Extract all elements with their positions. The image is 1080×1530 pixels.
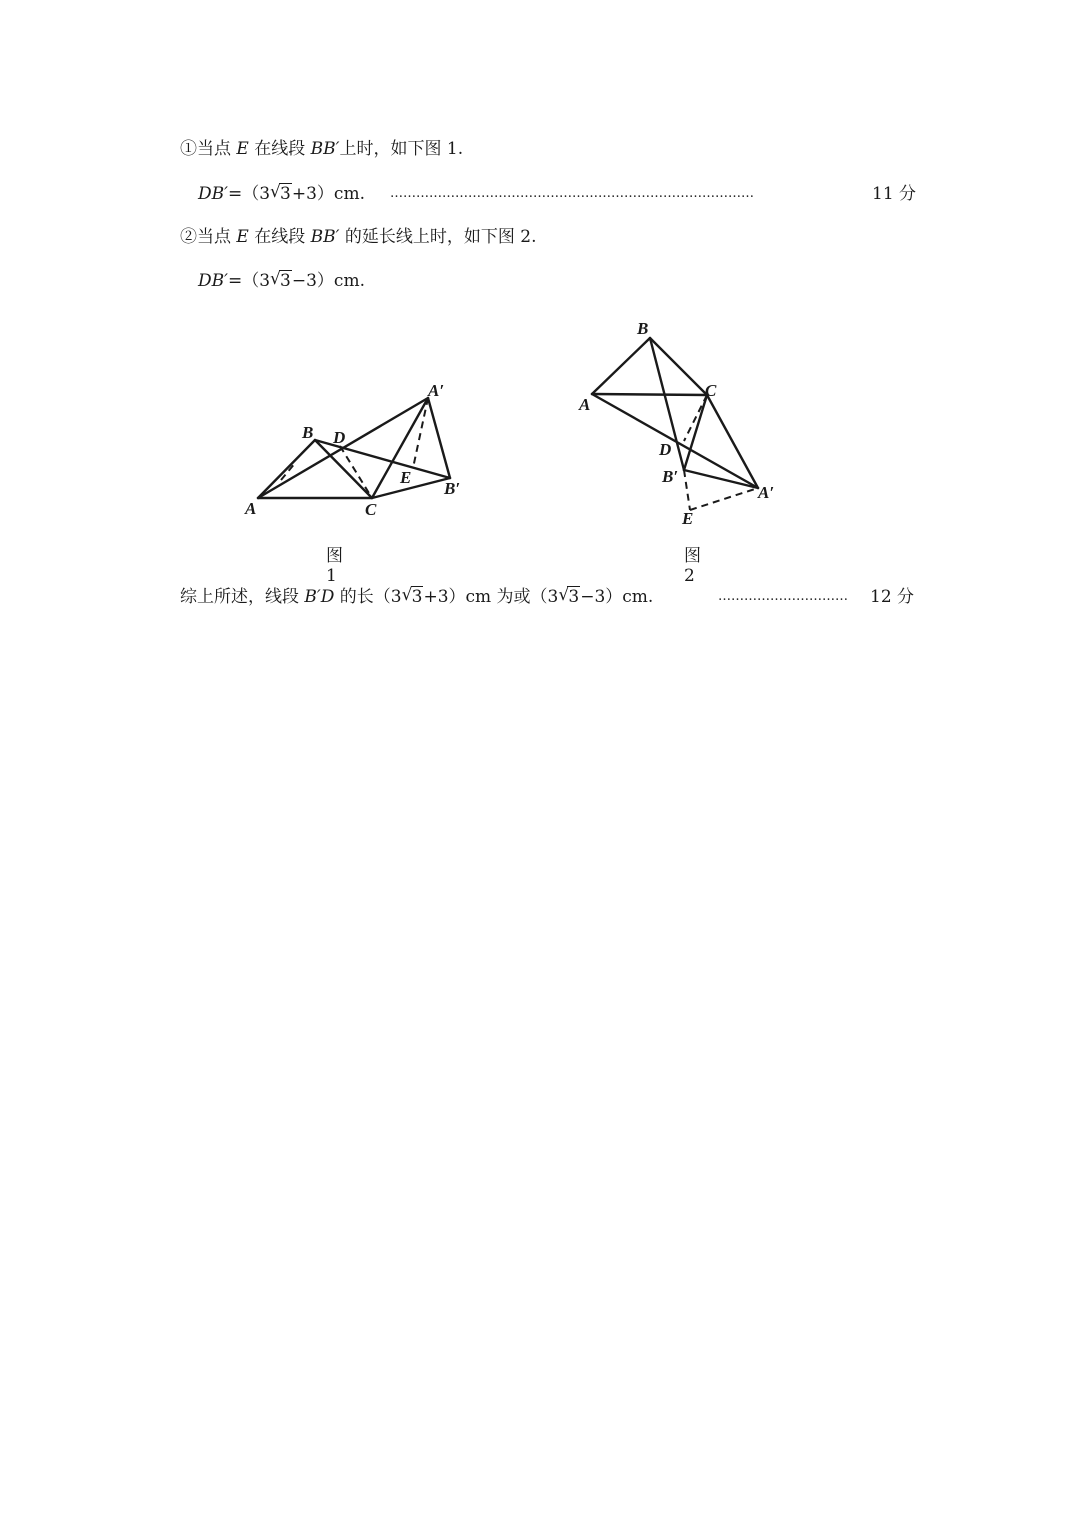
conclusion-line [180, 586, 920, 608]
fig2-segment-ab [592, 338, 650, 394]
case2-point-e: E [236, 227, 249, 247]
fig2-label-b-prime: B′ [662, 467, 679, 486]
case1-prefix: ①当点 [180, 139, 231, 159]
result2-lhs: DB′ [198, 271, 228, 291]
conclusion-radicand-2: 3 [568, 587, 580, 607]
case1-mid: 在线段 [254, 139, 306, 159]
case1-suffix: 上时，如下图 1. [339, 139, 464, 159]
conclusion-score: 12 分 [870, 587, 915, 607]
case2-suffix: 的延长线上时，如下图 2. [344, 227, 537, 247]
result2-eq: =（3 [227, 271, 271, 291]
fig2-label-a: A [579, 395, 591, 414]
fig1-label-b-prime: B′ [444, 479, 461, 498]
case2-mid: 在线段 [254, 227, 306, 247]
result2-sqrt: √ 3 [270, 269, 291, 291]
result1-tail: +3）cm. [291, 184, 365, 204]
case2-prefix: ②当点 [180, 227, 231, 247]
fig1-label-a: A [245, 499, 257, 518]
conclusion-dots: ………………………… [718, 589, 848, 604]
conclusion-sqrt-2: √ 3 [558, 585, 580, 607]
fig2-label-c: C [705, 381, 717, 400]
result1-dots: ………………………………………………………………………… [390, 186, 754, 201]
fig1-label-e: E [400, 468, 412, 487]
case1-segment: BB′ [310, 139, 340, 159]
fig2-label-a-prime: A′ [758, 483, 775, 502]
result1-eq: =（3 [227, 184, 271, 204]
figure-2-caption: 图 2 [684, 546, 701, 586]
conclusion-radicand-1: 3 [411, 587, 423, 607]
fig2-segment-b-prime-a-prime [684, 470, 758, 488]
fig2-dashed-e-a-prime [690, 488, 758, 510]
result2-radicand: 3 [280, 271, 291, 291]
fig1-label-c: C [365, 500, 377, 519]
fig2-segment-ac [592, 394, 707, 395]
case2-segment: BB′ [310, 227, 340, 247]
conclusion-mid: 的长（3 [339, 587, 402, 607]
result2-tail: −3）cm. [291, 271, 365, 291]
fig2-label-e: E [682, 509, 694, 528]
conclusion-prefix: 综上所述，线段 [180, 587, 299, 607]
fig1-label-d: D [333, 428, 346, 447]
fig2-label-b: B [637, 319, 649, 338]
result1-radicand: 3 [280, 184, 291, 204]
case1-point-e: E [236, 139, 249, 159]
fig2-dashed-b-prime-e [684, 470, 690, 510]
result1-score: 11 分 [872, 184, 917, 204]
figure-1-caption: 图 1 [326, 546, 343, 586]
conclusion-segment: B′D [304, 587, 335, 607]
result1-lhs: DB′ [198, 184, 228, 204]
result1-sqrt: √ 3 [270, 182, 291, 204]
fig1-label-b: B [302, 423, 314, 442]
fig2-label-d: D [659, 440, 672, 459]
conclusion-sqrt-1: √ 3 [401, 585, 423, 607]
conclusion-tail-1: +3）cm 为或（3 [423, 587, 559, 607]
fig1-label-a-prime: A′ [428, 381, 445, 400]
conclusion-tail-2: −3）cm. [580, 587, 654, 607]
